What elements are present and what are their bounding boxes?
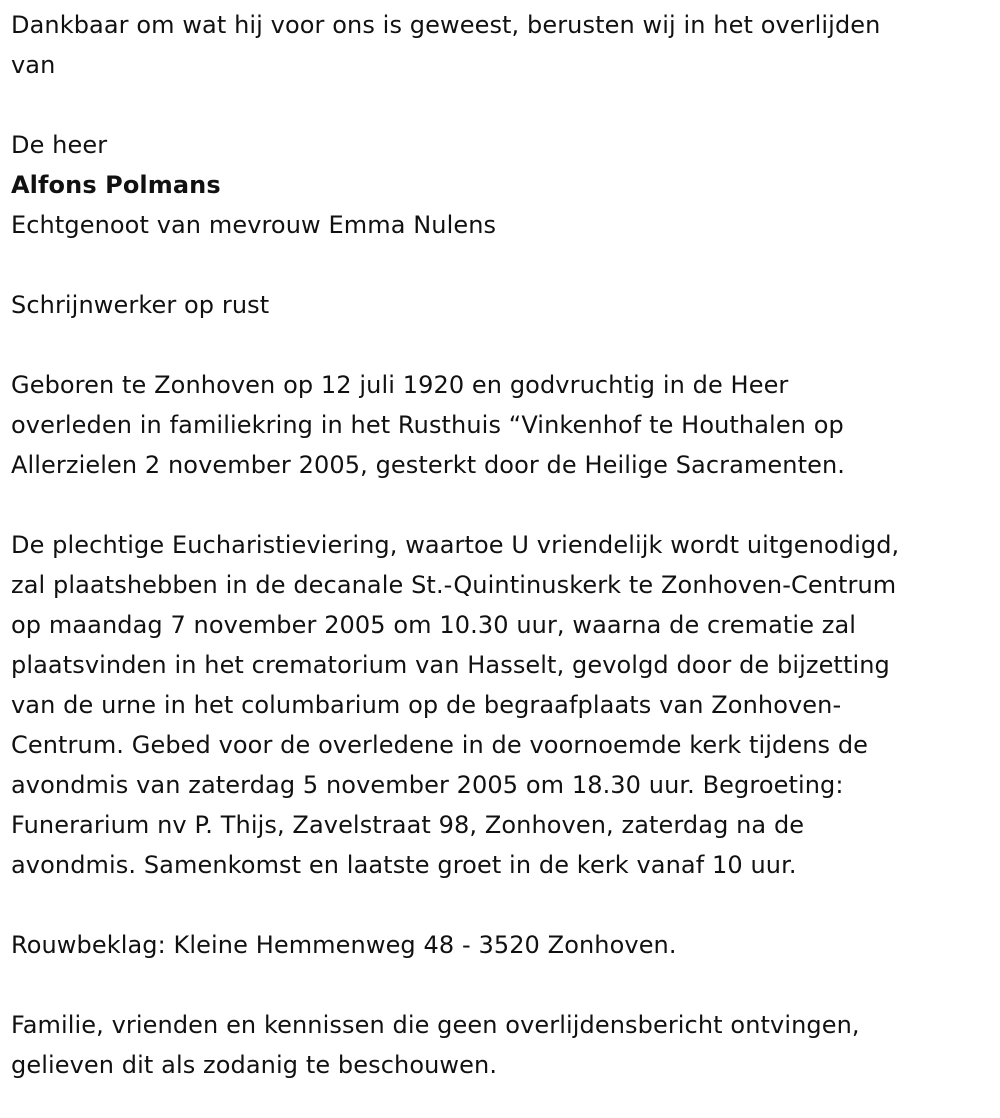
text-line: De plechtige Eucharistieviering, waartoe U vriendelijk wordt uitgenodigd, [11, 531, 900, 559]
text-line: gelieven dit als zodanig te beschouwen. [11, 1051, 498, 1079]
deceased-name: Alfons Polmans [11, 171, 221, 199]
ceremony-paragraph [11, 525, 1000, 885]
text-line: Geboren te Zonhoven op 12 juli 1920 en godvruchtig in de Heer [11, 371, 789, 399]
text-line: van de urne in het columbarium op de begraafplaats van Zonhoven- [11, 691, 842, 719]
text-line: op maandag 7 november 2005 om 10.30 uur, waarna de crematie zal [11, 611, 857, 639]
paragraph-spacer [11, 485, 1000, 525]
deceased-title: De heer [11, 131, 108, 159]
paragraph-spacer [11, 325, 1000, 365]
paragraph-spacer [11, 245, 1000, 285]
closing-paragraph [11, 1005, 1000, 1085]
spouse-line: Echtgenoot van mevrouw Emma Nulens [11, 211, 497, 239]
text-line: overleden in familiekring in het Rusthuis “Vinkenhof te Houthalen op [11, 411, 844, 439]
condolence-address: Rouwbeklag: Kleine Hemmenweg 48 - 3520 Zonhoven. [11, 931, 677, 959]
text-line: plaatsvinden in het crematorium van Hasselt, gevolgd door de bijzetting [11, 651, 890, 679]
text-line: avondmis. Samenkomst en laatste groet in de kerk vanaf 10 uur. [11, 851, 797, 879]
paragraph-spacer [11, 965, 1000, 1005]
occupation-line: Schrijnwerker op rust [11, 291, 270, 319]
text-line: Allerzielen 2 november 2005, gesterkt door de Heilige Sacramenten. [11, 451, 846, 479]
text-line: Funerarium nv P. Thijs, Zavelstraat 98, Zonhoven, zaterdag na de [11, 811, 805, 839]
paragraph-spacer [11, 885, 1000, 925]
intro-paragraph [11, 5, 1000, 85]
intro-line: van [11, 51, 56, 79]
birth-death-paragraph [11, 365, 1000, 485]
text-line: Familie, vrienden en kennissen die geen overlijdensbericht ontvingen, [11, 1011, 860, 1039]
intro-line: Dankbaar om wat hij voor ons is geweest, berusten wij in het overlijden [11, 11, 881, 39]
text-line: Centrum. Gebed voor de overledene in de voornoemde kerk tijdens de [11, 731, 869, 759]
paragraph-spacer [11, 85, 1000, 125]
text-line: avondmis van zaterdag 5 november 2005 om 18.30 uur. Begroeting: [11, 771, 844, 799]
text-line: zal plaatshebben in de decanale St.-Quintinuskerk te Zonhoven-Centrum [11, 571, 897, 599]
